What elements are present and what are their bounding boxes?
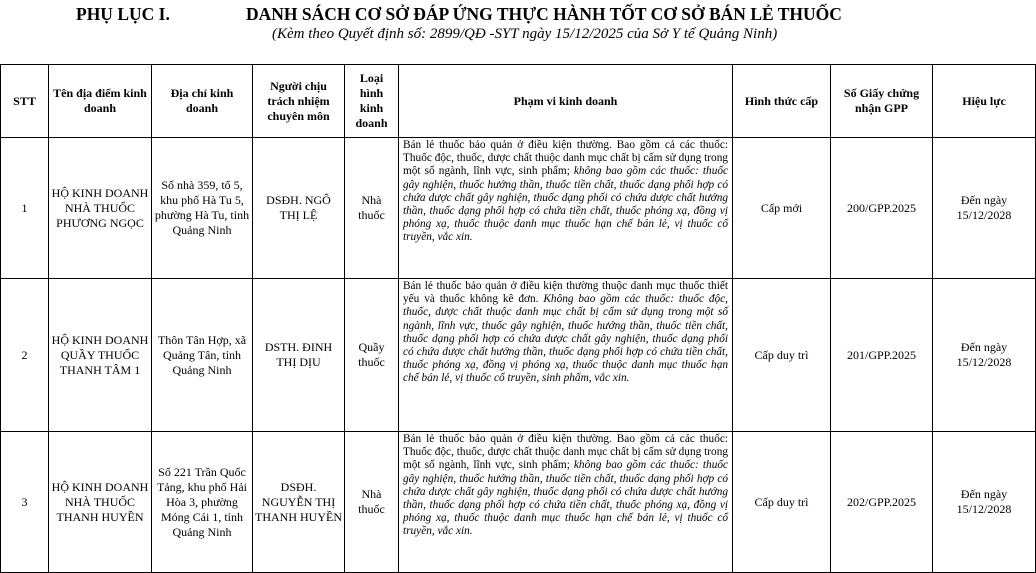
cell-issue-form: Cấp mới: [733, 138, 831, 279]
cell-issue-form: Cấp duy trì: [733, 279, 831, 432]
cell-business-type: Nhà thuốc: [345, 432, 399, 573]
cell-cert-number: 201/GPP.2025: [831, 279, 933, 432]
cell-validity: Đến ngày 15/12/2028: [933, 432, 1036, 573]
cell-issue-form: Cấp duy trì: [733, 432, 831, 573]
document-title: DANH SÁCH CƠ SỞ ĐÁP ỨNG THỰC HÀNH TỐT CƠ SỞ BÁN LẺ THUỐC: [246, 4, 842, 24]
scope-italic-text: không bao gồm các thuốc: thuốc gây nghiện, thuốc hướng thần, thuốc tiền chất, thuốc dạng phối hợp có chứa dược chất gây nghiện, thuốc dạng phối có chứa dược chất hướng thần, thuốc dạng phối hợp có chứa tiền chất, thuốc phóng xạ, đồng vị phóng xạ, thuốc thuộc danh mục thuốc hạn chế bán lẻ, vị thuốc cổ truyền, vắc xin.: [403, 165, 729, 244]
pharmacy-list-table: [0, 64, 1036, 573]
cell-stt: 1: [1, 138, 49, 279]
cell-business-name: HỘ KINH DOANH NHÀ THUỐC PHƯƠNG NGỌC: [49, 138, 152, 279]
scope-normal-text: Bán lẻ thuốc bảo quản ở điều kiện thường thuộc danh mục thuốc thiết yếu và thuốc không kê đơn.: [403, 280, 728, 306]
header-cert-number: Số Giấy chứng nhận GPP: [831, 65, 933, 138]
table-row: [1, 138, 1036, 279]
cell-business-type: Quầy thuốc: [345, 279, 399, 432]
header-validity: Hiệu lực: [933, 65, 1036, 138]
scope-italic-text: không bao gồm các thuốc: thuốc gây nghiện, thuốc hướng thần, thuốc tiền chất, thuốc dạng phối hợp có chứa dược chất gây nghiện, thuốc dạng phối có chứa dược chất hướng thần, thuốc dạng phối hợp có chứa tiền chất, thuốc phóng xạ, đồng vị phóng xạ, thuốc thuộc danh mục thuốc hạn chế bán lẻ, vị thuốc cổ truyền, vắc xin.: [403, 459, 729, 538]
scope-normal-text: Bán lẻ thuốc bảo quản ở điều kiện thường. Bao gồm cả các thuốc: Thuốc độc, thuốc, dược chất thuộc danh mục chất bị cấm sử dụng trong một số ngành, lĩnh vực, sinh phẩm;: [403, 139, 728, 178]
cell-scope: [399, 279, 733, 432]
header-business-type: Loại hình kinh doanh: [345, 65, 399, 138]
cell-validity: Đến ngày 15/12/2028: [933, 279, 1036, 432]
cell-pharmacist: DSTH. ĐINH THỊ DỊU: [253, 279, 345, 432]
cell-pharmacist: DSĐH. NGUYỄN THỊ THANH HUYỀN: [253, 432, 345, 573]
header-stt: STT: [1, 65, 49, 138]
table-header-row: [1, 65, 1036, 138]
cell-address: Số nhà 359, tổ 5, khu phố Hà Tu 5, phường Hà Tu, tỉnh Quảng Ninh: [152, 138, 253, 279]
cell-business-type: Nhà thuốc: [345, 138, 399, 279]
header-pharmacist: Người chịu trách nhiệm chuyên môn: [253, 65, 345, 138]
cell-validity: Đến ngày 15/12/2028: [933, 138, 1036, 279]
cell-pharmacist: DSĐH. NGÔ THỊ LỆ: [253, 138, 345, 279]
table-row: [1, 432, 1036, 573]
scope-italic-text: Không bao gồm các thuốc: thuốc độc, thuốc, dược chất thuộc danh mục chất bị cấm sử dụng trong một số ngành, lĩnh vực, thuốc gây nghiện, thuốc hướng thần, thuốc tiền chất, thuốc dạng phối hợp có chứa dược chất gây nghiện, thuốc dạng phối có chứa dược chất hướng thần, thuốc dạng phối hợp có chứa tiền chất, thuốc phóng xạ, đồng vị phóng xạ, thuốc thuộc danh mục thuốc hạn chế bán lẻ, vị thuốc cổ truyền, sinh phẩm, vắc xin.: [403, 293, 728, 385]
cell-stt: 2: [1, 279, 49, 432]
document-header: [0, 4, 1036, 26]
header-address: Địa chỉ kinh doanh: [152, 65, 253, 138]
cell-business-name: HỘ KINH DOANH NHÀ THUỐC THANH HUYỀN: [49, 432, 152, 573]
cell-address: Số 221 Trần Quốc Tảng, khu phố Hải Hòa 3, phường Móng Cái 1, tỉnh Quảng Ninh: [152, 432, 253, 573]
cell-cert-number: 202/GPP.2025: [831, 432, 933, 573]
table-row: [1, 279, 1036, 432]
cell-business-name: HỘ KINH DOANH QUẦY THUỐC THANH TÂM 1: [49, 279, 152, 432]
cell-cert-number: 200/GPP.2025: [831, 138, 933, 279]
cell-scope: [399, 432, 733, 573]
cell-scope: [399, 138, 733, 279]
document-subtitle: (Kèm theo Quyết định số: 2899/QĐ -SYT ngày 15/12/2025 của Sở Y tế Quảng Ninh): [272, 26, 778, 42]
scope-normal-text: Bán lẻ thuốc bảo quản ở điều kiện thường. Bao gồm cả các thuốc: Thuốc độc, thuốc, dược chất thuộc danh mục chất bị cấm sử dụng trong một số ngành, lĩnh vực, sinh phẩm;: [403, 433, 728, 472]
cell-address: Thôn Tân Hợp, xã Quảng Tân, tỉnh Quảng Ninh: [152, 279, 253, 432]
header-business-name: Tên địa điểm kinh doanh: [49, 65, 152, 138]
appendix-label: PHỤ LỤC I.: [76, 4, 170, 24]
header-issue-form: Hình thức cấp: [733, 65, 831, 138]
cell-stt: 3: [1, 432, 49, 573]
header-scope: Phạm vi kinh doanh: [399, 65, 733, 138]
